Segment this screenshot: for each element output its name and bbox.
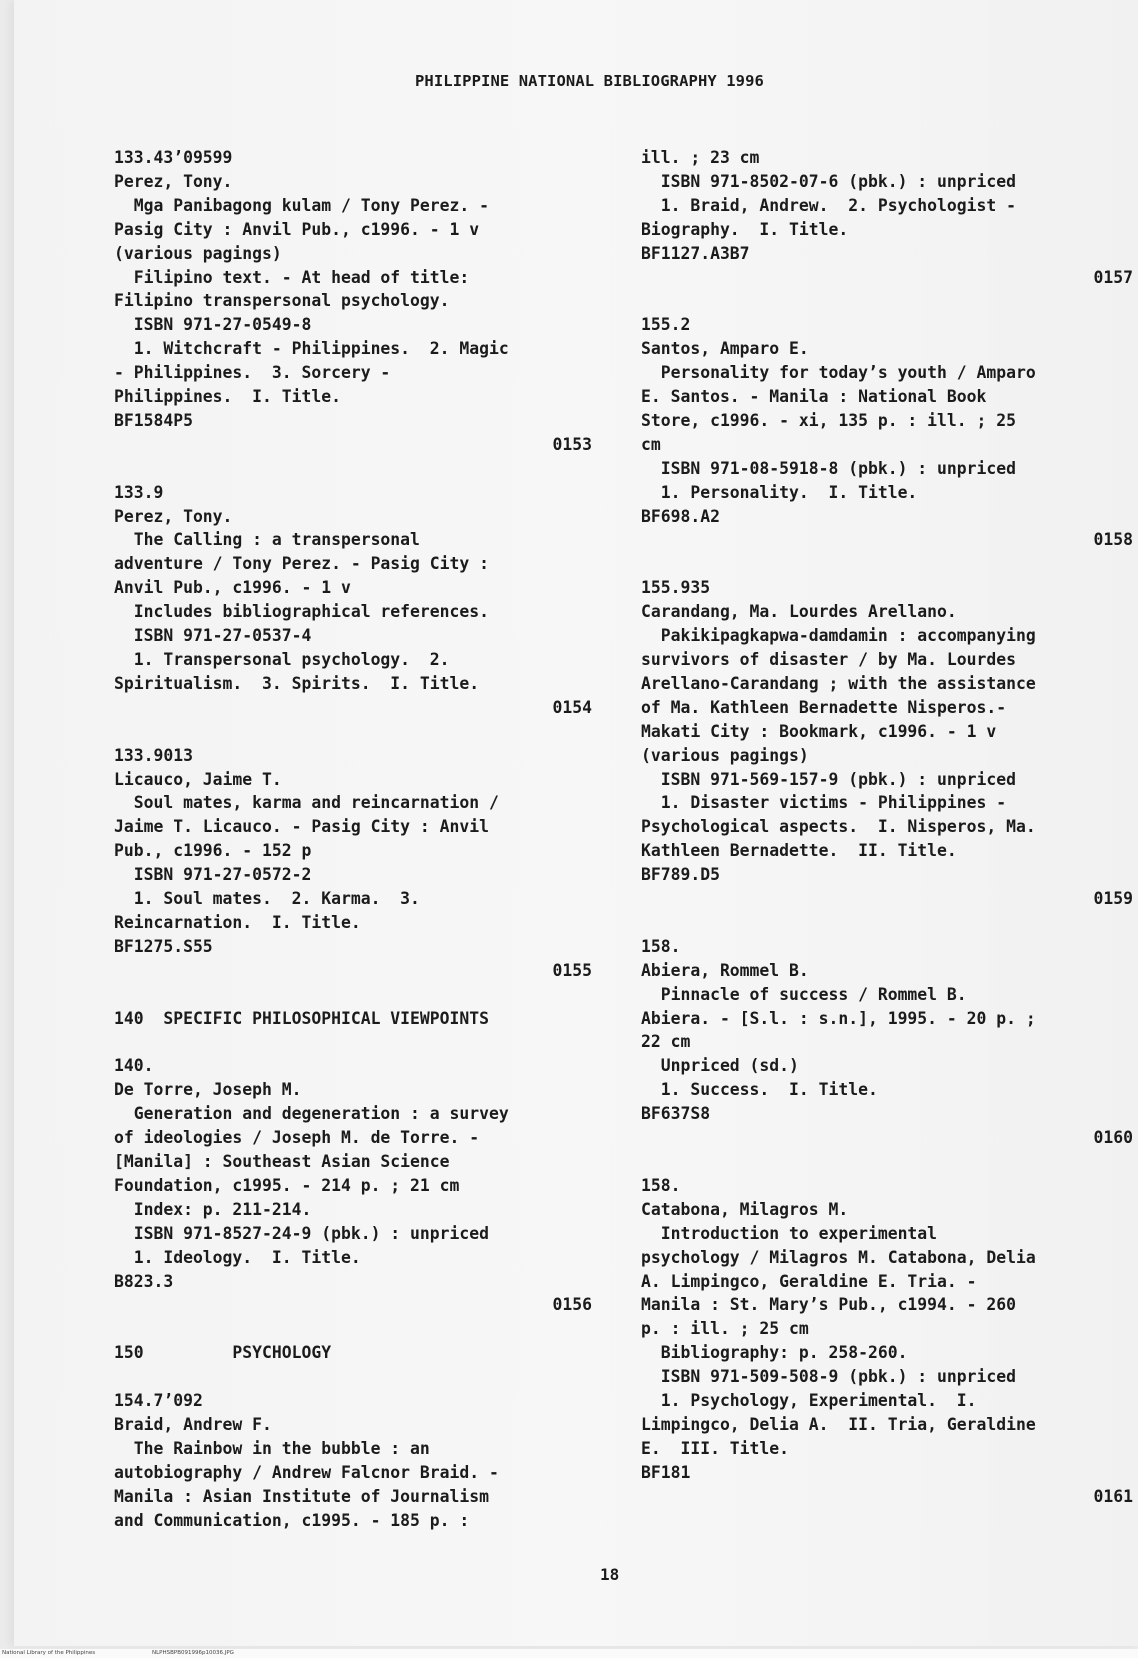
entry-line: 155.935 [641,578,711,598]
entry-line: Philippines. I. Title. [114,387,341,407]
entry-line: Braid, Andrew F. [114,1414,272,1434]
entry-number: 0154 [552,697,592,717]
entry-line: ISBN 971-8502-07-6 (pbk.) : unpriced [641,171,1016,191]
entry-line: Catabona, Milagros M. [641,1199,849,1219]
entry-line: survivors of disaster / by Ma. Lourdes [641,650,1016,669]
entry-line: B823.3 [114,1271,174,1291]
entry-line: 155.2 [641,315,691,335]
entry-line: Licauco, Jaime T. [114,769,282,789]
entry-line: 1. Ideology. I. Title. [114,1247,361,1267]
entry-line: Santos, Amparo E. [641,339,809,359]
entry-number: 0161 [1093,1486,1133,1506]
entry-line: Store, c1996. - xi, 135 p. : ill. ; 25 [641,410,1016,430]
entry-line: 158. [641,936,681,956]
entry-line: Spiritualism. 3. Spirits. I. Title. [114,673,480,693]
entry-line: BF698.A2 [641,506,720,526]
entry-line: Anvil Pub., c1996. - 1 v [114,578,351,598]
entry-number: 0160 [1093,1128,1133,1148]
entry-line: Generation and degeneration : a survey [114,1104,509,1124]
entry-line: Introduction to experimental [641,1223,938,1243]
entry-line: Bibliography: p. 258-260. [641,1343,908,1363]
blank-line [114,1365,592,1389]
entry-line: Psychological aspects. I. Nisperos, Ma. [641,817,1036,837]
footer-file: NLPHSBPB091996p10036.JPG [152,1650,234,1656]
entry-line: cm [641,434,661,454]
entry-line: 158. [641,1175,681,1195]
left-column [114,146,592,1532]
blank-line [641,911,1133,935]
footer-library: National Library of the Philippines [2,1650,96,1656]
entry-line: Filipino transpersonal psychology. [114,291,450,311]
entry-number: 0156 [552,1295,592,1315]
page-number: 18 [600,1565,620,1584]
entry-line: E. III. Title. [641,1438,790,1458]
entry-line: BF1584P5 [114,410,193,430]
entry-line: ISBN 971-509-508-9 (pbk.) : unpriced [641,1367,1016,1387]
entry-line: Jaime T. Licauco. - Pasig City : Anvil [114,817,489,837]
blank-line [114,983,592,1007]
entry-line: Soul mates, karma and reincarnation / [114,793,499,813]
entry-line: Arellano-Carandang ; with the assistance [641,673,1036,693]
entry-line: Perez, Tony. [114,171,233,191]
entry-line: Limpingco, Delia A. II. Tria, Geraldine [641,1414,1036,1434]
entry-line: De Torre, Joseph M. [114,1080,302,1100]
entry-line: Manila : St. Mary’s Pub., c1994. - 260 [641,1295,1016,1315]
entry-line: BF181 [641,1462,691,1482]
entry-line: The Calling : a transpersonal [114,530,420,550]
entry-line: Carandang, Ma. Lourdes Arellano. [641,602,957,622]
entry-line: Abiera, Rommel B. [641,960,809,980]
entry-line: [Manila] : Southeast Asian Science [114,1152,450,1171]
entry-number: 0153 [552,434,592,454]
entry-line: The Rainbow in the bubble : an [114,1438,430,1458]
entry-line: Makati City : Bookmark, c1996. - 1 v [641,721,997,741]
entry-line: Abiera. - [S.l. : s.n.], 1995. - 20 p. ; [641,1008,1036,1028]
entry-line: autobiography / Andrew Falcnor Braid. - [114,1462,499,1482]
blank-line [641,289,1133,313]
blank-line [114,720,592,744]
entry-line: 1. Witchcraft - Philippines. 2. Magic [114,339,509,359]
blank-line [114,1317,592,1341]
entry-line: BF1127.A3B7 [641,243,750,263]
entry-line: BF637S8 [641,1104,711,1124]
entry-line: psychology / Milagros M. Catabona, Delia [641,1247,1036,1267]
entry-line: Index: p. 211-214. [114,1199,312,1219]
entry-line: 1. Personality. I. Title. [641,482,918,502]
entry-line: Biography. I. Title. [641,219,849,239]
entry-line: 140. [114,1056,154,1076]
entry-line: Unpriced (sd.) [641,1056,799,1076]
entry-line: and Communication, c1995. - 185 p. : [114,1510,470,1530]
entry-line: ISBN 971-27-0537-4 [114,626,312,646]
entry-number: 0159 [1093,889,1133,909]
entry-number: 0155 [552,960,592,980]
entry-line: Pasig City : Anvil Pub., c1996. - 1 v [114,219,480,239]
entry-line: Foundation, c1995. - 214 p. ; 21 cm [114,1175,460,1195]
entry-line: 1. Psychology, Experimental. I. [641,1391,977,1411]
entry-line: Pinnacle of success / Rommel B. [641,984,967,1004]
entry-line: ISBN 971-8527-24-9 (pbk.) : unpriced [114,1223,489,1243]
entry-line: A. Limpingco, Geraldine E. Tria. - [641,1271,977,1291]
entry-line: 133.9013 [114,745,193,765]
entry-line: ISBN 971-569-157-9 (pbk.) : unpriced [641,769,1016,789]
page-sheet [14,0,1138,1646]
entry-line: 133.43’09599 [114,148,233,167]
blank-line [641,552,1133,576]
entry-line: Pakikipagkapwa-damdamin : accompanying [641,626,1036,646]
entry-line: (various pagings) [641,745,809,765]
entry-line: 1. Disaster victims - Philippines - [641,793,1007,813]
entry-line: p. : ill. ; 25 cm [641,1319,809,1339]
entry-line: 1. Soul mates. 2. Karma. 3. [114,889,420,909]
entry-line: E. Santos. - Manila : National Book [641,387,987,407]
entry-line: ISBN 971-27-0572-2 [114,865,312,885]
entry-line: Kathleen Bernadette. II. Title. [641,841,957,861]
entry-line: ill. ; 23 cm [641,148,760,167]
entry-line: - Philippines. 3. Sorcery - [114,363,391,383]
entry-line: ISBN 971-27-0549-8 [114,315,312,335]
blank-line [114,1030,592,1054]
entry-line: ISBN 971-08-5918-8 (pbk.) : unpriced [641,458,1016,478]
entry-line: BF1275.S55 [114,936,213,956]
entry-number: 0158 [1093,530,1133,550]
entry-line: Pub., c1996. - 152 p [114,841,312,861]
entry-line: Perez, Tony. [114,506,233,526]
entry-line: Manila : Asian Institute of Journalism [114,1486,489,1506]
entry-line: of ideologies / Joseph M. de Torre. - [114,1128,480,1148]
page-header: PHILIPPINE NATIONAL BIBLIOGRAPHY 1996 [415,72,764,90]
entry-line: Reincarnation. I. Title. [114,912,361,932]
blank-line [641,1150,1133,1174]
entry-line: 1. Transpersonal psychology. 2. [114,650,450,670]
blank-line [114,457,592,481]
scan-footer [0,1649,1138,1658]
entry-line: 133.9 [114,482,164,502]
entry-line: (various pagings) [114,243,282,263]
entry-line: adventure / Tony Perez. - Pasig City : [114,554,489,574]
entry-line: Includes bibliographical references. [114,602,489,622]
entry-line: 154.7’092 [114,1391,203,1411]
entry-line: 1. Success. I. Title. [641,1080,878,1100]
entry-line: Mga Panibagong kulam / Tony Perez. - [114,195,489,215]
entry-line: BF789.D5 [641,865,720,885]
right-column [641,146,1133,1509]
entry-line: 140 SPECIFIC PHILOSOPHICAL VIEWPOINTS [114,1008,489,1028]
entry-line: 22 cm [641,1032,691,1052]
entry-line: 150 PSYCHOLOGY [114,1343,332,1363]
entry-line: Personality for today’s youth / Amparo [641,363,1036,383]
entry-line: of Ma. Kathleen Bernadette Nisperos.- [641,697,1007,717]
entry-line: 1. Braid, Andrew. 2. Psychologist - [641,195,1016,215]
entry-line: Filipino text. - At head of title: [114,267,470,287]
entry-number: 0157 [1093,267,1133,287]
